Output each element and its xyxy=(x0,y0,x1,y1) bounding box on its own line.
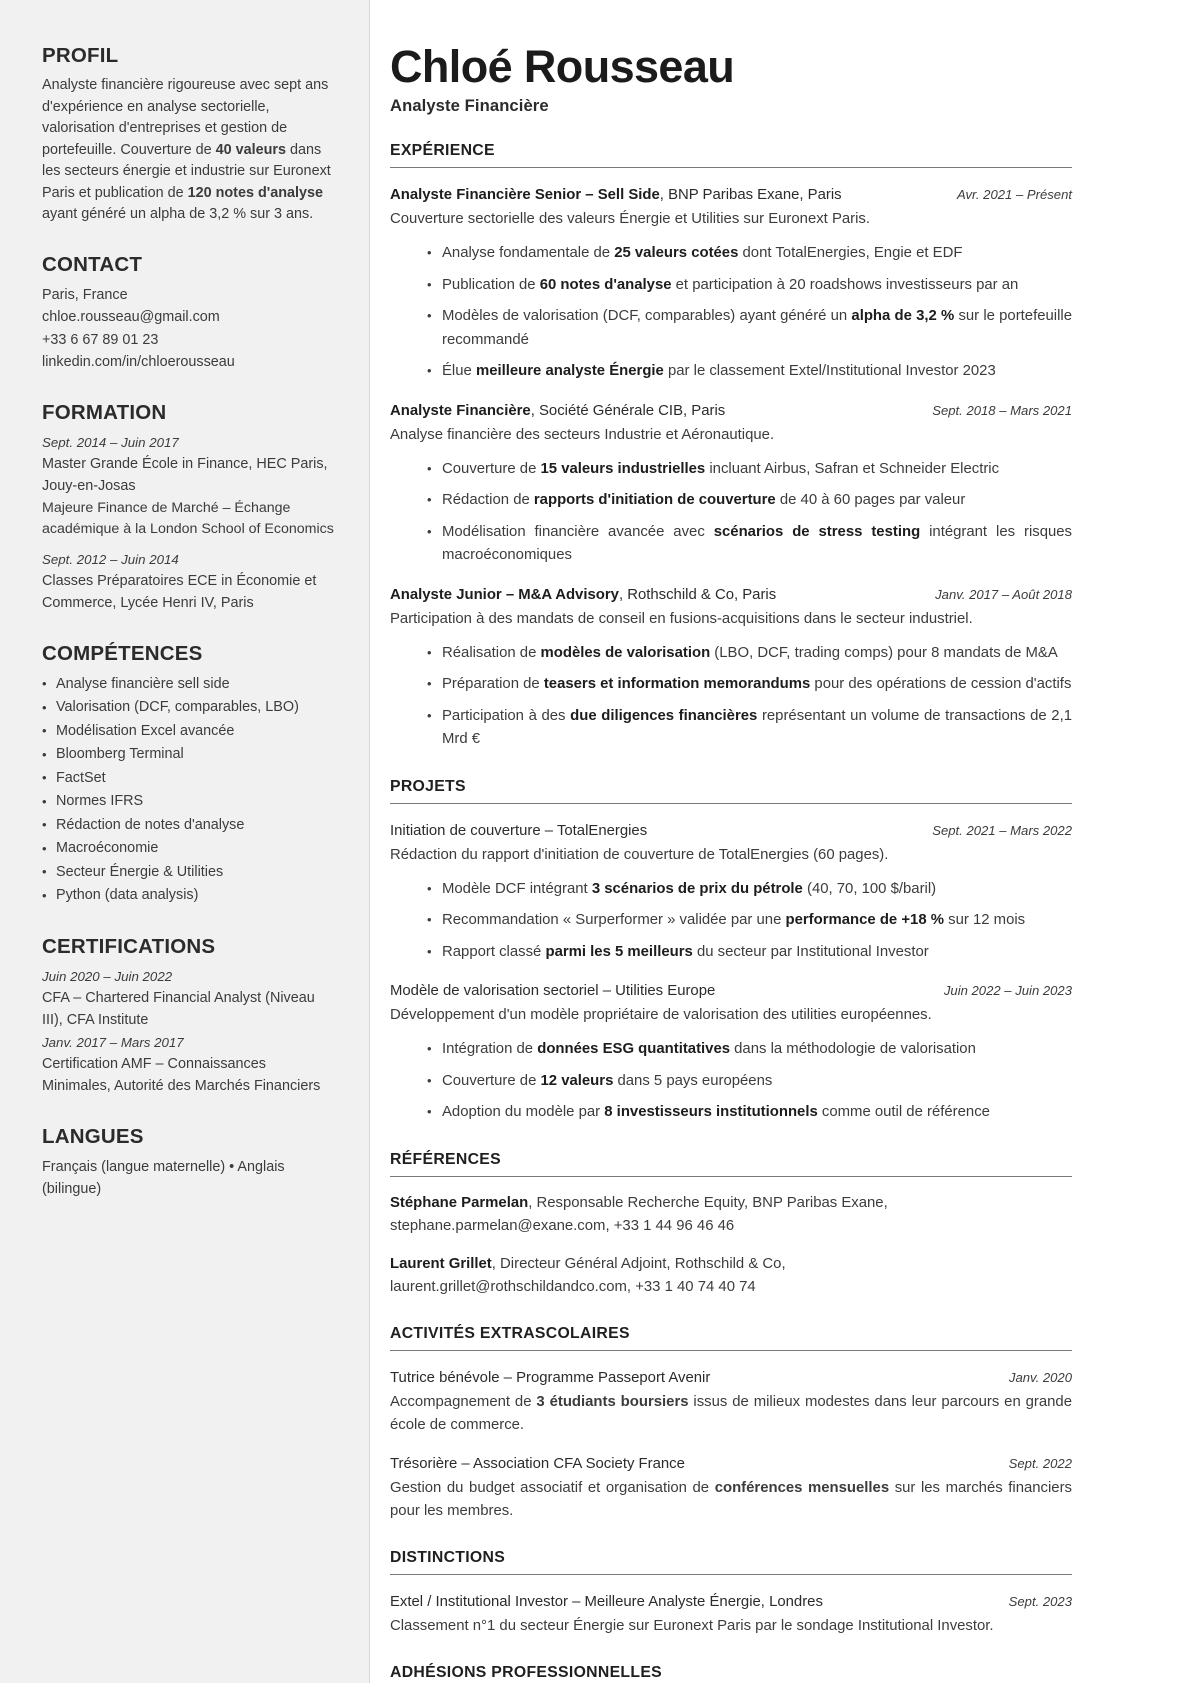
entry-summary: Classement n°1 du secteur Énergie sur Euronext Paris par le sondage Institutional Investor. xyxy=(390,1617,994,1634)
bullet-item xyxy=(427,1101,1072,1125)
sidebar-heading-langues: LANGUES xyxy=(42,1124,144,1148)
sidebar-section-formation xyxy=(42,401,337,615)
entry-date: Juin 2022 – Juin 2023 xyxy=(943,983,1072,998)
bullet-a: Intégration de xyxy=(442,1041,538,1057)
sidebar-section-profil xyxy=(42,44,337,226)
activity-entry xyxy=(390,1454,1072,1523)
section-heading-distinctions: DISTINCTIONS xyxy=(390,1549,1072,1575)
entry-bullets xyxy=(390,878,1072,965)
entry-title-rest: , Société Générale CIB, Paris xyxy=(530,402,726,419)
bullet-c: dans la méthodologie de valorisation xyxy=(730,1041,976,1057)
reference-name: Stéphane Parmelan xyxy=(390,1194,529,1211)
bullet-item xyxy=(427,1070,1072,1094)
bullet-b: 15 valeurs industrielles xyxy=(540,460,706,477)
bullet-c: représentant un volume de transactions de 2,1 Mrd € xyxy=(442,707,1072,747)
bullet-item xyxy=(427,673,1072,697)
profil-bold-2: 120 notes d'analyse xyxy=(187,184,323,201)
bullet-a: Modélisation financière avancée avec xyxy=(442,523,714,540)
entry-header xyxy=(390,185,1072,206)
certification-date: Janv. 2017 – Mars 2017 xyxy=(42,1034,184,1050)
bullet-item xyxy=(427,489,1072,513)
entry-title-rest: Initiation de couverture – TotalEnergies xyxy=(390,822,648,839)
profil-text-3: ayant généré un alpha de 3,2 % sur 3 ans. xyxy=(42,206,314,222)
certification-title: Certification AMF – Connaissances Minimales, Autorité des Marchés Financiers xyxy=(42,1055,321,1094)
bullet-b: 8 investisseurs institutionnels xyxy=(604,1104,818,1120)
formation-date: Sept. 2012 – Juin 2014 xyxy=(42,551,179,567)
main-column xyxy=(370,0,1190,1683)
entry-date: Janv. 2020 xyxy=(1008,1369,1072,1385)
entry-date: Sept. 2018 – Mars 2021 xyxy=(932,402,1072,418)
entry-date: Sept. 2022 xyxy=(1008,1455,1072,1471)
bullet-c: pour des opérations de cession d'actifs xyxy=(810,676,1072,692)
bullet-a: Couverture de xyxy=(442,1072,541,1089)
list-item: • Secteur Énergie & Utilities xyxy=(42,861,337,885)
bullet-item xyxy=(427,242,1072,266)
list-item: • Valorisation (DCF, comparables, LBO) xyxy=(42,696,337,720)
list-item: • Bloomberg Terminal xyxy=(42,743,337,767)
entry-date: Janv. 2017 – Août 2018 xyxy=(935,586,1072,602)
bullet-a: Préparation de xyxy=(442,676,544,692)
bullet-a: Publication de xyxy=(442,276,540,293)
project-entry xyxy=(390,821,1072,965)
contact-location: Paris, France xyxy=(42,286,128,303)
entry-title xyxy=(390,981,928,1002)
bullet-item xyxy=(427,909,1072,933)
list-item: • Macroéconomie xyxy=(42,837,337,861)
entry-title-bold: Analyste Financière Senior – Sell Side xyxy=(390,187,660,203)
section-heading-experience: EXPÉRIENCE xyxy=(390,142,1072,168)
section-heading-projets: PROJETS xyxy=(390,778,1072,804)
sidebar xyxy=(0,0,370,1683)
experience-entry xyxy=(390,585,1072,752)
sidebar-heading-profil: PROFIL xyxy=(42,44,119,67)
profil-text-1: Analyste financière rigoureuse avec sept ans d'expérience en analyse sectorielle, valorisation d'entreprises et gestion de portefeuille. Couverture de xyxy=(42,77,329,158)
entry-date: Avr. 2021 – Présent xyxy=(956,187,1072,202)
bullet-b: rapports d'initiation de couverture xyxy=(533,492,776,508)
project-entry xyxy=(390,981,1072,1125)
list-item: • Analyse financière sell side xyxy=(42,673,337,697)
bullet-b: performance de +18 % xyxy=(785,912,944,928)
reference-contact[interactable]: laurent.grillet@rothschildandco.com, +33 1 40 74 40 74 xyxy=(390,1278,756,1295)
bullet-c: comme outil de référence xyxy=(817,1104,990,1120)
bullet-a: Rédaction de xyxy=(442,492,534,508)
entry-summary: Couverture sectorielle des valeurs Énergie et Utilities sur Euronext Paris. xyxy=(390,211,871,227)
bullet-b: scénarios de stress testing xyxy=(713,523,921,540)
bullet-c: incluant Airbus, Safran et Schneider Electric xyxy=(705,460,1000,477)
sidebar-heading-formation: FORMATION xyxy=(42,400,167,424)
entry-title xyxy=(390,821,916,842)
entry-header xyxy=(390,585,1072,606)
entry-title-rest: , Rothschild & Co, Paris xyxy=(618,586,777,603)
bullet-b: 60 notes d'analyse xyxy=(539,276,672,293)
reference-contact[interactable]: stephane.parmelan@exane.com, +33 1 44 96 46 46 xyxy=(390,1217,735,1234)
langues-text: Français (langue maternelle) • Anglais (bilingue) xyxy=(42,1158,285,1197)
reference-role: , Responsable Recherche Equity, BNP Paribas Exane, xyxy=(528,1194,888,1211)
formation-detail: Majeure Finance de Marché – Échange académique à la London School of Economics xyxy=(42,499,334,537)
bullet-b: alpha de 3,2 % xyxy=(851,308,955,324)
desc-a: Gestion du budget associatif et organisation de xyxy=(390,1479,715,1496)
bullet-item xyxy=(427,878,1072,902)
bullet-a: Couverture de xyxy=(442,460,541,477)
entry-title xyxy=(390,585,919,606)
entry-summary: Rédaction du rapport d'initiation de couverture de TotalEnergies (60 pages). xyxy=(390,846,889,863)
profil-bold-1: 40 valeurs xyxy=(215,141,287,158)
entry-header xyxy=(390,981,1072,1002)
bullet-c: par le classement Extel/Institutional Investor 2023 xyxy=(663,363,996,379)
sidebar-section-langues xyxy=(42,1125,337,1201)
bullet-b: 25 valeurs cotées xyxy=(614,245,739,261)
entry-summary: Analyse financière des secteurs Industrie et Aéronautique. xyxy=(390,426,775,443)
formation-item xyxy=(42,432,337,540)
bullet-item xyxy=(427,305,1072,352)
contact-linkedin[interactable]: linkedin.com/in/chloerousseau xyxy=(42,354,235,370)
certification-title: CFA – Chartered Financial Analyst (Niveau III), CFA Institute xyxy=(42,989,315,1028)
entry-title-rest: , BNP Paribas Exane, Paris xyxy=(659,187,842,203)
entry-summary: Développement d'un modèle propriétaire de valorisation des utilities européennes. xyxy=(390,1007,932,1023)
entry-bullets xyxy=(390,242,1072,384)
entry-title-bold: Analyste Junior – M&A Advisory xyxy=(390,586,619,603)
job-role: Analyste Financière xyxy=(390,96,549,115)
desc-c: sur les marchés financiers pour les membres. xyxy=(390,1479,1072,1519)
bullet-c: (40, 70, 100 $/baril) xyxy=(802,880,937,897)
entry-date: Sept. 2021 – Mars 2022 xyxy=(932,822,1072,838)
bullet-a: Participation à des xyxy=(442,707,571,724)
bullet-c: et participation à 20 roadshows investisseurs par an xyxy=(671,276,1019,293)
bullet-item xyxy=(427,274,1072,298)
sidebar-heading-certifications: CERTIFICATIONS xyxy=(42,934,216,958)
profil-text-2: dans les secteurs énergie et industrie sur Euronext Paris et publication de xyxy=(42,141,331,201)
bullet-b: teasers et information memorandums xyxy=(543,676,811,692)
experience-entry xyxy=(390,185,1072,384)
entry-header xyxy=(390,1592,1072,1613)
bullet-a: Réalisation de xyxy=(442,644,541,661)
list-item: • Normes IFRS xyxy=(42,790,337,814)
bullet-c: intégrant les risques macroéconomiques xyxy=(442,523,1073,563)
sidebar-heading-contact: CONTACT xyxy=(42,252,143,276)
profil-text xyxy=(42,75,337,226)
entry-summary xyxy=(390,1477,1072,1523)
entry-header xyxy=(390,821,1072,842)
page-title: Chloé Rousseau xyxy=(390,41,735,92)
reference-name: Laurent Grillet xyxy=(390,1255,492,1272)
bullet-item xyxy=(427,1038,1072,1062)
formation-item xyxy=(42,549,337,615)
formation-title: Master Grande École in Finance, HEC Paris, Jouy-en-Josas xyxy=(42,455,328,494)
list-item: • FactSet xyxy=(42,767,337,791)
section-heading-references: RÉFÉRENCES xyxy=(390,1151,1072,1177)
contact-phone[interactable]: +33 6 67 89 01 23 xyxy=(42,331,159,348)
entry-title xyxy=(390,185,941,206)
certification-item xyxy=(42,966,337,1032)
reference-role: , Directeur Général Adjoint, Rothschild & Co, xyxy=(491,1255,786,1272)
bullet-a: Élue xyxy=(442,363,476,379)
experience-entry xyxy=(390,401,1072,568)
bullet-c: dont TotalEnergies, Engie et EDF xyxy=(738,245,963,261)
bullet-item xyxy=(427,642,1072,666)
bullet-c: (LBO, DCF, trading comps) pour 8 mandats de M&A xyxy=(710,644,1058,661)
list-item: • Modélisation Excel avancée xyxy=(42,720,337,744)
desc-c: issus de milieux modestes dans leur parcours en grande école de commerce. xyxy=(390,1393,1072,1433)
certification-item xyxy=(42,1032,337,1098)
list-item: • Rédaction de notes d'analyse xyxy=(42,814,337,838)
reference-item xyxy=(390,1192,1072,1238)
entry-bullets xyxy=(390,642,1072,752)
reference-item xyxy=(390,1253,1072,1299)
entry-title: Tutrice bénévole – Programme Passeport Avenir xyxy=(390,1369,711,1386)
entry-title xyxy=(390,401,916,422)
entry-header xyxy=(390,401,1072,422)
formation-date: Sept. 2014 – Juin 2017 xyxy=(42,434,179,450)
contact-email[interactable]: chloe.rousseau@gmail.com xyxy=(42,309,220,325)
bullet-c: de 40 à 60 pages par valeur xyxy=(775,492,966,508)
desc-a: Accompagnement de xyxy=(390,1393,537,1410)
bullet-b: modèles de valorisation xyxy=(540,644,711,661)
activity-entry xyxy=(390,1368,1072,1437)
desc-b: conférences mensuelles xyxy=(714,1479,890,1496)
bullet-item xyxy=(427,521,1072,568)
bullet-a: Modèles de valorisation (DCF, comparables) ayant généré un xyxy=(442,308,852,324)
bullet-a: Recommandation « Surperformer » validée par une xyxy=(442,912,786,928)
bullet-c: dans 5 pays européens xyxy=(613,1072,773,1089)
entry-bullets xyxy=(390,1038,1072,1125)
bullet-item xyxy=(427,705,1072,752)
bullet-a: Adoption du modèle par xyxy=(442,1104,605,1120)
bullet-b: due diligences financières xyxy=(570,707,758,724)
entry-date: Sept. 2023 xyxy=(1008,1593,1072,1609)
bullet-item xyxy=(427,360,1072,384)
bullet-item xyxy=(427,941,1072,965)
entry-title-rest: Modèle de valorisation sectoriel – Utilities Europe xyxy=(390,983,716,999)
entry-summary: Participation à des mandats de conseil en fusions-acquisitions dans le secteur industriel. xyxy=(390,610,973,627)
bullet-a: Rapport classé xyxy=(442,943,546,960)
entry-title: Trésorière – Association CFA Society France xyxy=(390,1455,685,1472)
competences-list xyxy=(42,673,337,908)
entry-header xyxy=(390,1454,1072,1475)
desc-b: 3 étudiants boursiers xyxy=(536,1393,689,1410)
bullet-b: parmi les 5 meilleurs xyxy=(545,943,693,960)
list-item: • Python (data analysis) xyxy=(42,884,337,908)
bullet-b: 12 valeurs xyxy=(540,1072,614,1089)
bullet-c: du secteur par Institutional Investor xyxy=(692,943,929,960)
bullet-a: Analyse fondamentale de xyxy=(442,245,615,261)
bullet-b: meilleure analyste Énergie xyxy=(475,363,664,379)
sidebar-heading-competences: COMPÉTENCES xyxy=(42,641,203,665)
entry-header xyxy=(390,1368,1072,1389)
distinction-entry xyxy=(390,1592,1072,1638)
entry-title-bold: Analyste Financière xyxy=(390,402,531,419)
sidebar-section-competences xyxy=(42,642,337,908)
entry-title: Extel / Institutional Investor – Meilleure Analyste Énergie, Londres xyxy=(390,1593,823,1610)
bullet-c: sur le portefeuille recommandé xyxy=(442,308,1072,348)
sidebar-section-contact xyxy=(42,253,337,374)
sidebar-section-certifications xyxy=(42,935,337,1098)
bullet-c: sur 12 mois xyxy=(944,912,1026,928)
formation-title: Classes Préparatoires ECE in Économie et Commerce, Lycée Henri IV, Paris xyxy=(42,572,317,611)
certification-date: Juin 2020 – Juin 2022 xyxy=(42,968,173,984)
section-heading-activites: ACTIVITÉS EXTRASCOLAIRES xyxy=(390,1325,1072,1351)
section-heading-adhesions: ADHÉSIONS PROFESSIONNELLES xyxy=(390,1664,1072,1683)
entry-bullets xyxy=(390,458,1072,568)
bullet-b: données ESG quantitatives xyxy=(537,1041,731,1057)
bullet-a: Modèle DCF intégrant xyxy=(442,880,592,897)
bullet-b: 3 scénarios de prix du pétrole xyxy=(591,880,803,897)
entry-summary xyxy=(390,1391,1072,1437)
bullet-item xyxy=(427,458,1072,482)
